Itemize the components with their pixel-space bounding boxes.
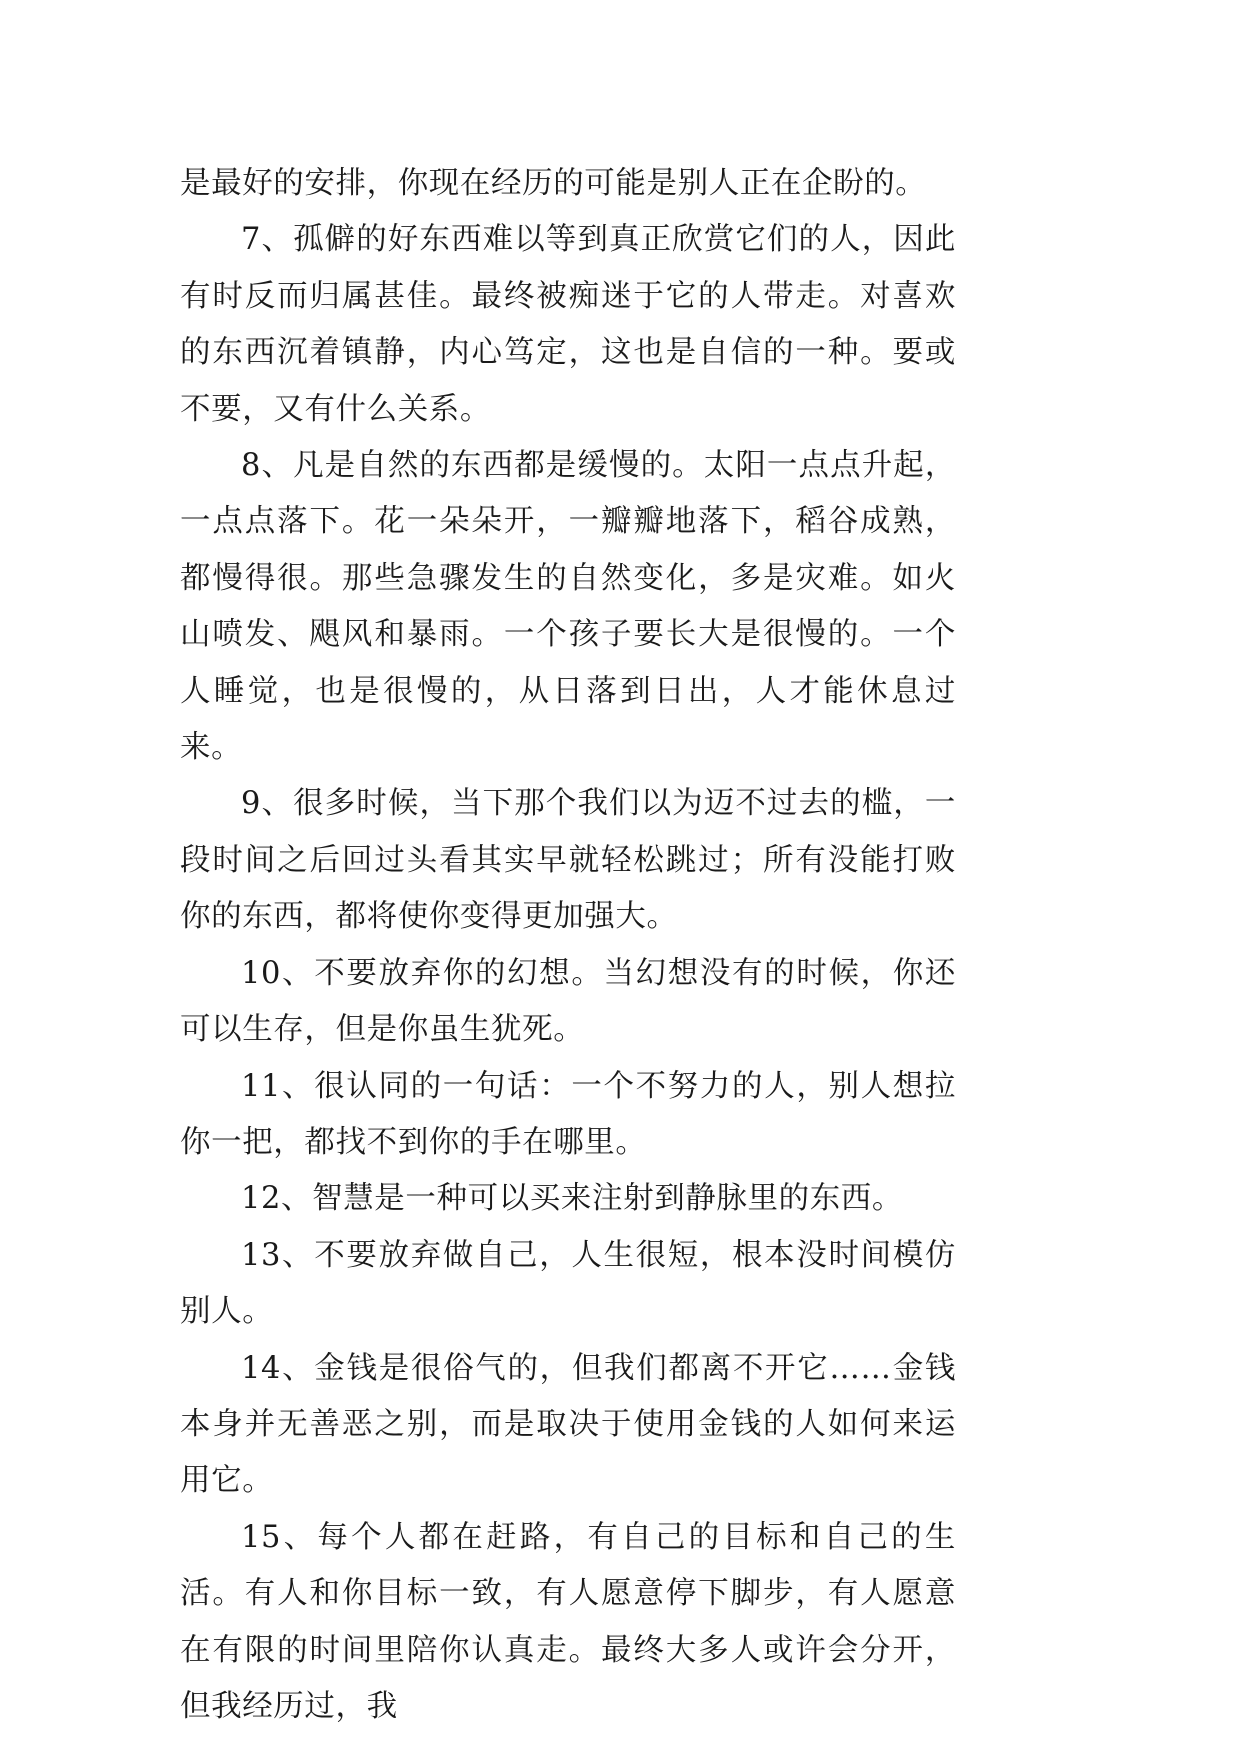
paragraph-item-8: 8、凡是自然的东西都是缓慢的。太阳一点点升起，一点点落下。花一朵朵开，一瓣瓣地落下，稻谷成熟，都慢得很。那些急骤发生的自然变化，多是灾难。如火山喷发、飓风和暴雨。一个孩子要长大是很慢的。一个人睡觉，也是很慢的，从日落到日出，人才能休息过来。 [180, 448, 956, 766]
paragraph-item-14: 14、金钱是很俗气的，但我们都离不开它……金钱本身并无善恶之别，而是取决于使用金钱的人如何来运用它。 [180, 1350, 956, 1499]
paragraph-item-9: 9、很多时候，当下那个我们以为迈不过去的槛，一段时间之后回过头看其实早就轻松跳过；所有没能打败你的东西，都将使你变得更加强大。 [180, 786, 956, 935]
paragraph-item-7: 7、孤僻的好东西难以等到真正欣赏它们的人，因此有时反而归属甚佳。最终被痴迷于它的人带走。对喜欢的东西沉着镇静，内心笃定，这也是自信的一种。要或不要，又有什么关系。 [180, 222, 956, 427]
paragraph-item-10: 10、不要放弃你的幻想。当幻想没有的时候，你还可以生存，但是你虽生犹死。 [180, 955, 956, 1048]
document-body [180, 156, 956, 1735]
paragraph-item-12: 12、智慧是一种可以买来注射到静脉里的东西。 [241, 1181, 904, 1217]
paragraph-item-11: 11、很认同的一句话：一个不努力的人，别人想拉你一把，都找不到你的手在哪里。 [180, 1068, 956, 1160]
paragraph-item-13: 13、不要放弃做自己，人生很短，根本没时间模仿别人。 [180, 1237, 956, 1330]
paragraph-continuation: 是最好的安排，你现在经历的可能是别人正在企盼的。 [180, 166, 927, 201]
paragraph-item-15: 15、每个人都在赶路，有自己的目标和自己的生活。有人和你目标一致，有人愿意停下脚步，有人愿意在有限的时间里陪你认真走。最终大多人或许会分开，但我经历过，我 [180, 1519, 956, 1724]
